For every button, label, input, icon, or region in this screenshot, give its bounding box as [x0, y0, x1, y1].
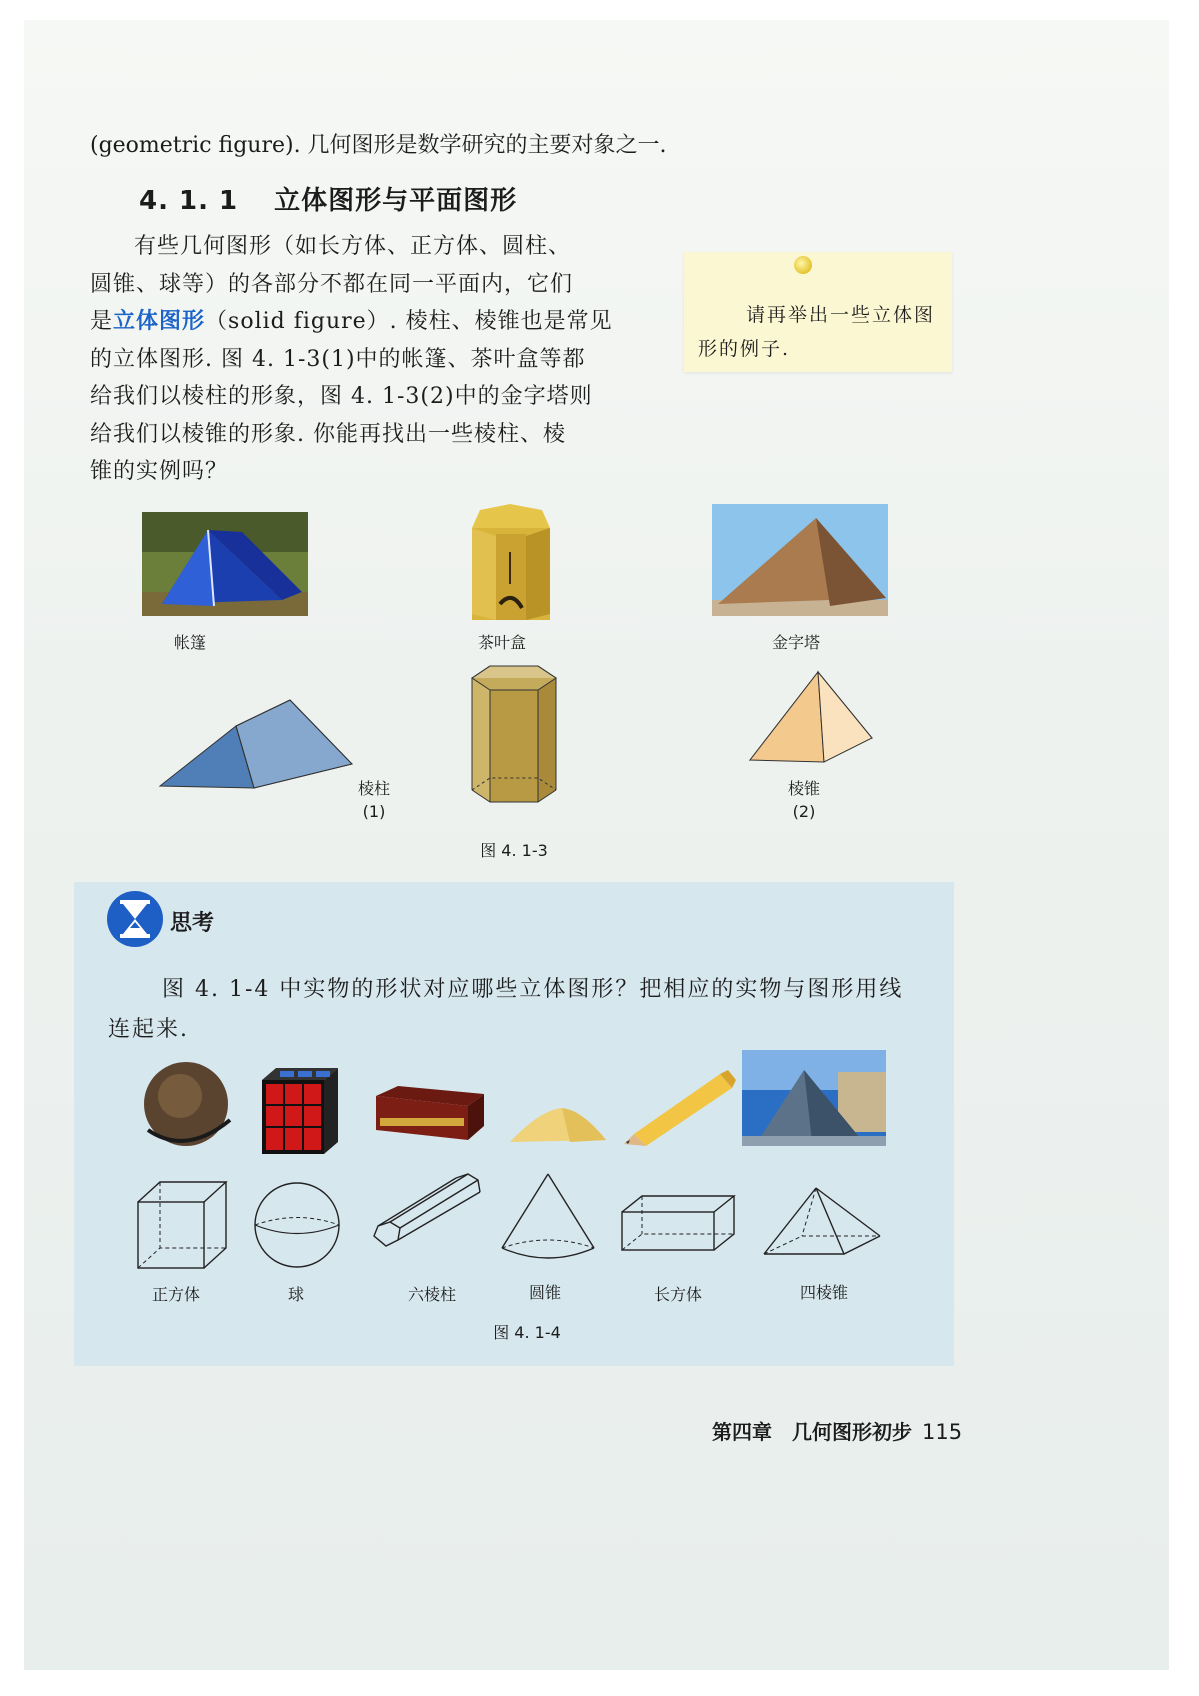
photo-caption-tent: 帐篷 [174, 633, 207, 652]
para-line: 锥的实例吗？ [90, 459, 229, 484]
hexagonal-prism-drawing [468, 664, 562, 804]
box-photo [376, 1086, 486, 1142]
hexagonal-prism-line-drawing [370, 1170, 486, 1260]
pin-icon [794, 256, 812, 274]
tent-photo [142, 512, 308, 616]
section-heading [139, 180, 517, 217]
textbook-page [24, 20, 1169, 1670]
sand-pile-photo [510, 1104, 606, 1144]
shape-label-sphere: 球 [287, 1285, 304, 1304]
term-solid-figure: 立体图形 [113, 308, 206, 334]
rubiks-cube-photo [260, 1066, 340, 1156]
shape-label-cube: 正方体 [151, 1285, 200, 1304]
think-line: 图 4. 1-4 中实物的形状对应哪些立体图形？把相应的实物与图形用线 [162, 977, 904, 1002]
para-fragment: （solid figure）. 棱柱、棱锥也是常见 [205, 309, 613, 334]
pyramid-sub-label: (2) [792, 802, 816, 821]
page-footer [712, 1416, 962, 1445]
sphere-drawing [252, 1180, 342, 1270]
page-number: 115 [922, 1420, 963, 1444]
hourglass-icon [106, 890, 164, 948]
photo-caption-pyramid: 金字塔 [772, 633, 821, 652]
para-line: 圆锥、球等）的各部分不都在同一平面内，它们 [90, 271, 574, 297]
shape-label-cone: 圆锥 [528, 1283, 561, 1302]
sticky-note [684, 252, 952, 372]
pyramid-photo [712, 504, 888, 616]
intro-line: (geometric figure). 几何图形是数学研究的主要对象之一. [90, 133, 667, 158]
pyramid-label: 棱锥 [787, 779, 820, 798]
think-line: 连起来. [108, 1017, 189, 1042]
para-fragment: 是 [90, 309, 114, 334]
photo-caption-tea-box: 茶叶盒 [478, 633, 527, 652]
figure-caption-4-1-4: 图 4. 1-4 [493, 1323, 561, 1342]
note-text: 请再举出一些立体图形的例子. [698, 304, 936, 360]
para-line [90, 303, 650, 341]
think-text [108, 970, 938, 1050]
cuboid-drawing [618, 1194, 738, 1254]
section-number: 4. 1. 1 [139, 186, 239, 216]
louvre-pyramid-photo [742, 1050, 886, 1146]
globe-photo [140, 1060, 236, 1150]
para-line: 给我们以棱锥的形象. 你能再找出一些棱柱、棱 [90, 421, 566, 447]
shape-label-square-pyramid: 四棱锥 [799, 1283, 848, 1302]
figure-caption-4-1-3: 图 4. 1-3 [480, 841, 548, 860]
square-pyramid-drawing [746, 668, 876, 764]
prism-label: 棱柱 [357, 779, 390, 798]
para-line: 给我们以棱柱的形象，图 4. 1-3(2)中的金字塔则 [90, 384, 593, 409]
shape-label-hexagonal-prism: 六棱柱 [407, 1285, 456, 1304]
para-line: 有些几何图形（如长方体、正方体、圆柱、 [134, 234, 572, 259]
tea-box-photo [470, 504, 552, 624]
think-label: 思考 [170, 911, 215, 936]
square-pyramid-line-drawing [762, 1184, 884, 1258]
pencil-photo [624, 1070, 736, 1146]
body-paragraph [90, 228, 650, 491]
shape-label-cuboid: 长方体 [653, 1285, 702, 1304]
triangular-prism-drawing [156, 696, 356, 796]
section-title: 立体图形与平面图形 [274, 186, 518, 216]
prism-sub-label: (1) [362, 802, 386, 821]
cube-drawing [134, 1178, 230, 1272]
chapter-title: 第四章 几何图形初步 [712, 1420, 912, 1444]
cone-drawing [498, 1170, 598, 1266]
para-line: 的立体图形. 图 4. 1-3(1)中的帐篷、茶叶盒等都 [90, 346, 586, 372]
